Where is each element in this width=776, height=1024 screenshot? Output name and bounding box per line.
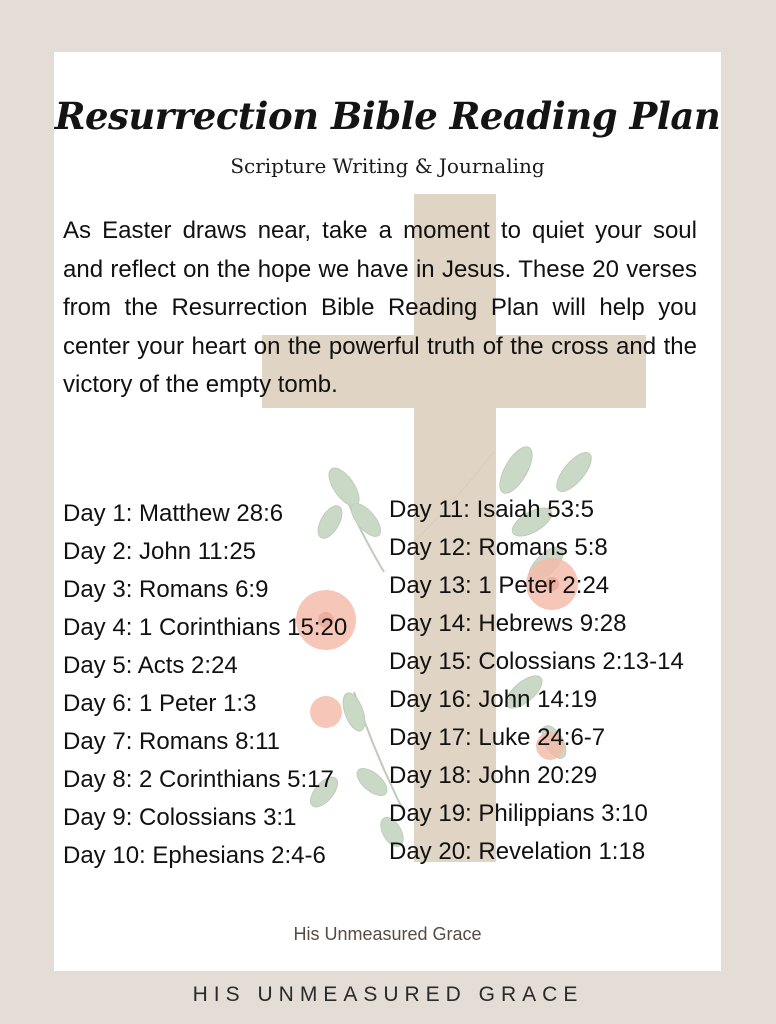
- reading-day-item: Day 11: Isaiah 53:5: [389, 496, 595, 523]
- reading-plan-card: [54, 52, 721, 971]
- reading-day-item: Day 2: John 11:25: [63, 538, 257, 565]
- brand-watermark: His Unmeasured Grace: [293, 924, 482, 944]
- reading-day-item: Day 17: Luke 24:6-7: [389, 724, 606, 751]
- reading-day-item: Day 15: Colossians 2:13-14: [389, 648, 684, 675]
- reading-day-item: Day 18: John 20:29: [389, 762, 598, 789]
- reading-day-item: Day 1: Matthew 28:6: [63, 500, 284, 527]
- brand-banner: HIS UNMEASURED GRACE: [192, 983, 584, 1006]
- reading-day-item: Day 9: Colossians 3:1: [63, 804, 297, 831]
- reading-day-item: Day 12: Romans 5:8: [389, 534, 608, 561]
- reading-list-days-11-20: [389, 491, 684, 871]
- reading-day-item: Day 10: Ephesians 2:4-6: [63, 842, 326, 869]
- reading-day-item: Day 8: 2 Corinthians 5:17: [63, 766, 334, 793]
- reading-list-days-1-10: [63, 495, 347, 875]
- reading-day-item: Day 5: Acts 2:24: [63, 652, 238, 679]
- reading-day-item: Day 4: 1 Corinthians 15:20: [63, 614, 348, 641]
- reading-day-item: Day 7: Romans 8:11: [63, 728, 280, 755]
- page-title: Resurrection Bible Reading Plan: [54, 94, 721, 138]
- reading-day-item: Day 14: Hebrews 9:28: [389, 610, 627, 637]
- intro-paragraph: As Easter draws near, take a moment to quiet your soul and reflect on the hope we have in Jesus. These 20 verses from the Resurrection Bible Reading Plan will help you center your heart on the powerful truth of the cross and the victory of the empty tomb.: [63, 217, 697, 398]
- page-subtitle: Scripture Writing & Journaling: [230, 154, 545, 178]
- reading-day-item: Day 3: Romans 6:9: [63, 576, 269, 603]
- reading-day-item: Day 19: Philippians 3:10: [389, 800, 648, 827]
- reading-day-item: Day 6: 1 Peter 1:3: [63, 690, 257, 717]
- reading-day-item: Day 13: 1 Peter 2:24: [389, 572, 610, 599]
- reading-day-item: Day 20: Revelation 1:18: [389, 838, 646, 865]
- reading-day-item: Day 16: John 14:19: [389, 686, 598, 713]
